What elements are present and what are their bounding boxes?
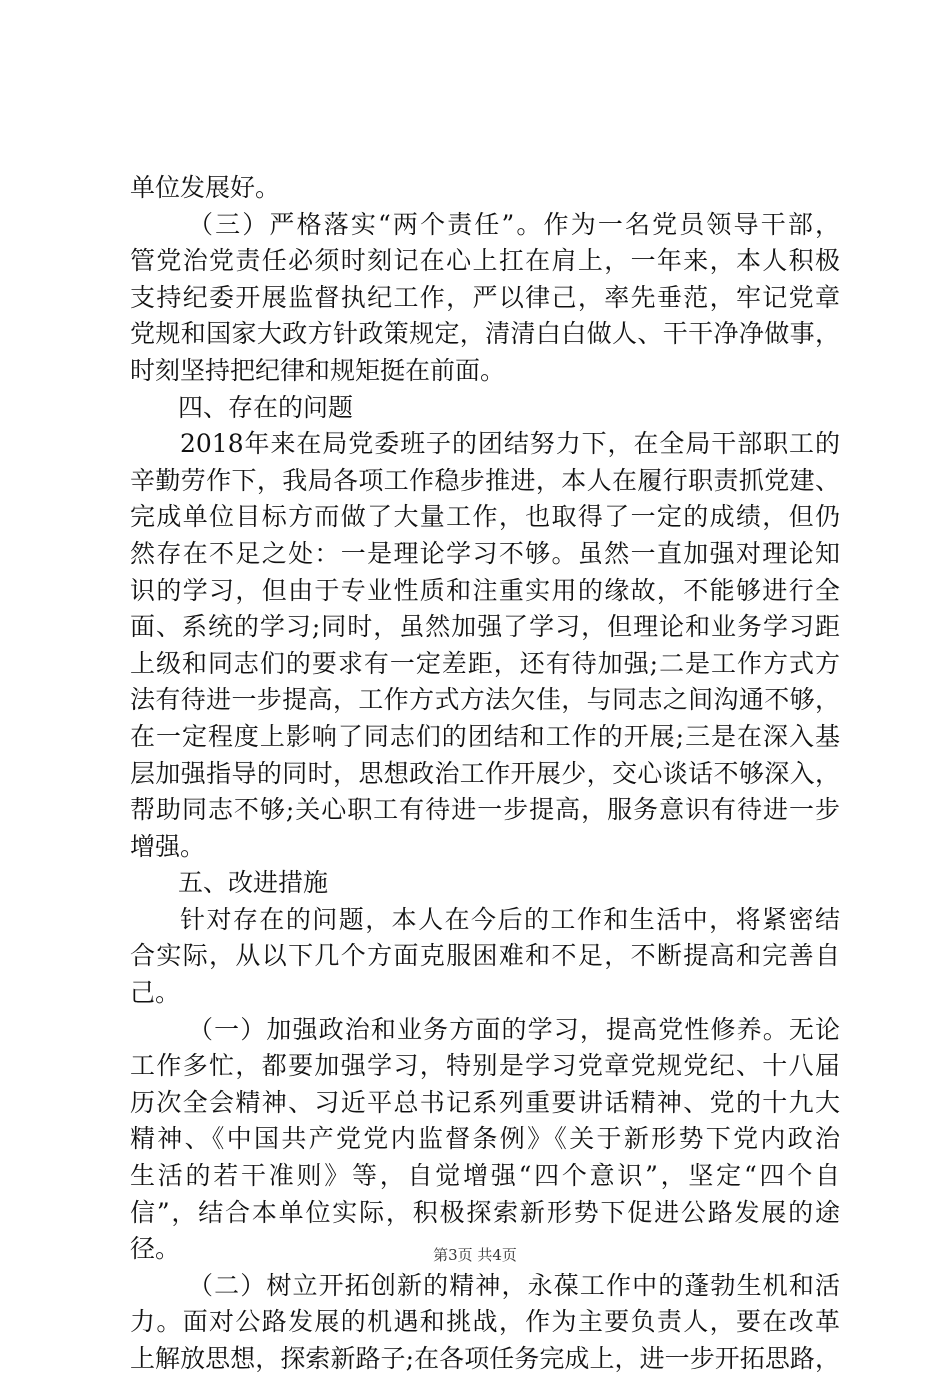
text-line: （一）加强政治和业务方面的学习，提高党性修养。无论	[188, 1014, 840, 1044]
text-line: 单位发展好。	[130, 173, 281, 202]
page-number: 第3页 共4页	[433, 1246, 517, 1264]
text-line: 识的学习，但由于专业性质和注重实用的缘故，不能够进行全	[130, 575, 840, 605]
text-line: 上解放思想，探索新路子;在各项任务完成上，进一步开拓思路，	[130, 1344, 840, 1373]
text-line: 党规和国家大政方针政策规定，清清白白做人、干干净净做事，	[130, 319, 840, 349]
section-heading: 四、存在的问题	[178, 392, 354, 422]
text-line: 历次全会精神、习近平总书记系列重要讲话精神、党的十九大	[130, 1087, 840, 1117]
text-line: 上级和同志们的要求有一定差距，还有待加强;二是工作方式方	[130, 648, 840, 678]
text-line: 合实际，从以下几个方面克服困难和不足，不断提高和完善自	[130, 941, 840, 971]
text-line: 辛勤劳作下，我局各项工作稳步推进，本人在履行职责抓党建、	[130, 465, 840, 495]
text-line: 面、系统的学习;同时，虽然加强了学习，但理论和业务学习距	[130, 612, 840, 642]
text-line: 信”，结合本单位实际，积极探索新形势下促进公路发展的途	[130, 1197, 840, 1227]
text-line: 精神、《中国共产党党内监督条例》《关于新形势下党内政治	[130, 1124, 840, 1154]
text-line: 时刻坚持把纪律和规矩挺在前面。	[130, 355, 506, 385]
text-line: 在一定程度上影响了同志们的团结和工作的开展;三是在深入基	[130, 721, 840, 751]
text-line: 层加强指导的同时，思想政治工作开展少，交心谈话不够深入，	[130, 758, 840, 788]
text-line: （三）严格落实“两个责任”。作为一名党员领导干部，	[188, 209, 840, 239]
text-line: 己。	[130, 978, 181, 1008]
text-line: 工作多忙，都要加强学习，特别是学习党章党规党纪、十八届	[130, 1051, 840, 1081]
text-line: 支持纪委开展监督执纪工作，严以律己，率先垂范，牢记党章	[130, 282, 840, 312]
page-footer	[0, 1244, 950, 1265]
text-line: 针对存在的问题，本人在今后的工作和生活中，将紧密结	[180, 904, 840, 934]
text-line: 然存在不足之处：一是理论学习不够。虽然一直加强对理论知	[130, 538, 840, 568]
text-line: 2018年来在局党委班子的团结努力下，在全局干部职工的	[180, 429, 840, 459]
section-heading: 五、改进措施	[178, 868, 329, 898]
text-line: 力。面对公路发展的机遇和挑战，作为主要负责人，要在改革	[130, 1307, 840, 1337]
text-line: 生活的若干准则》等，自觉增强“四个意识”，坚定“四个自	[130, 1161, 840, 1191]
text-line: 法有待进一步提高，工作方式方法欠佳，与同志之间沟通不够，	[130, 685, 840, 715]
text-line: 增强。	[130, 831, 206, 861]
text-line: 完成单位目标方而做了大量工作，也取得了一定的成绩，但仍	[130, 502, 840, 532]
text-line: 帮助同志不够;关心职工有待进一步提高，服务意识有待进一步	[130, 795, 840, 825]
text-line: 径。	[130, 1234, 181, 1264]
text-line: 管党治党责任必须时刻记在心上扛在肩上，一年来，本人积极	[130, 246, 840, 276]
text-line: （二）树立开拓创新的精神，永葆工作中的蓬勃生机和活	[188, 1270, 840, 1300]
document-body	[130, 170, 840, 1378]
